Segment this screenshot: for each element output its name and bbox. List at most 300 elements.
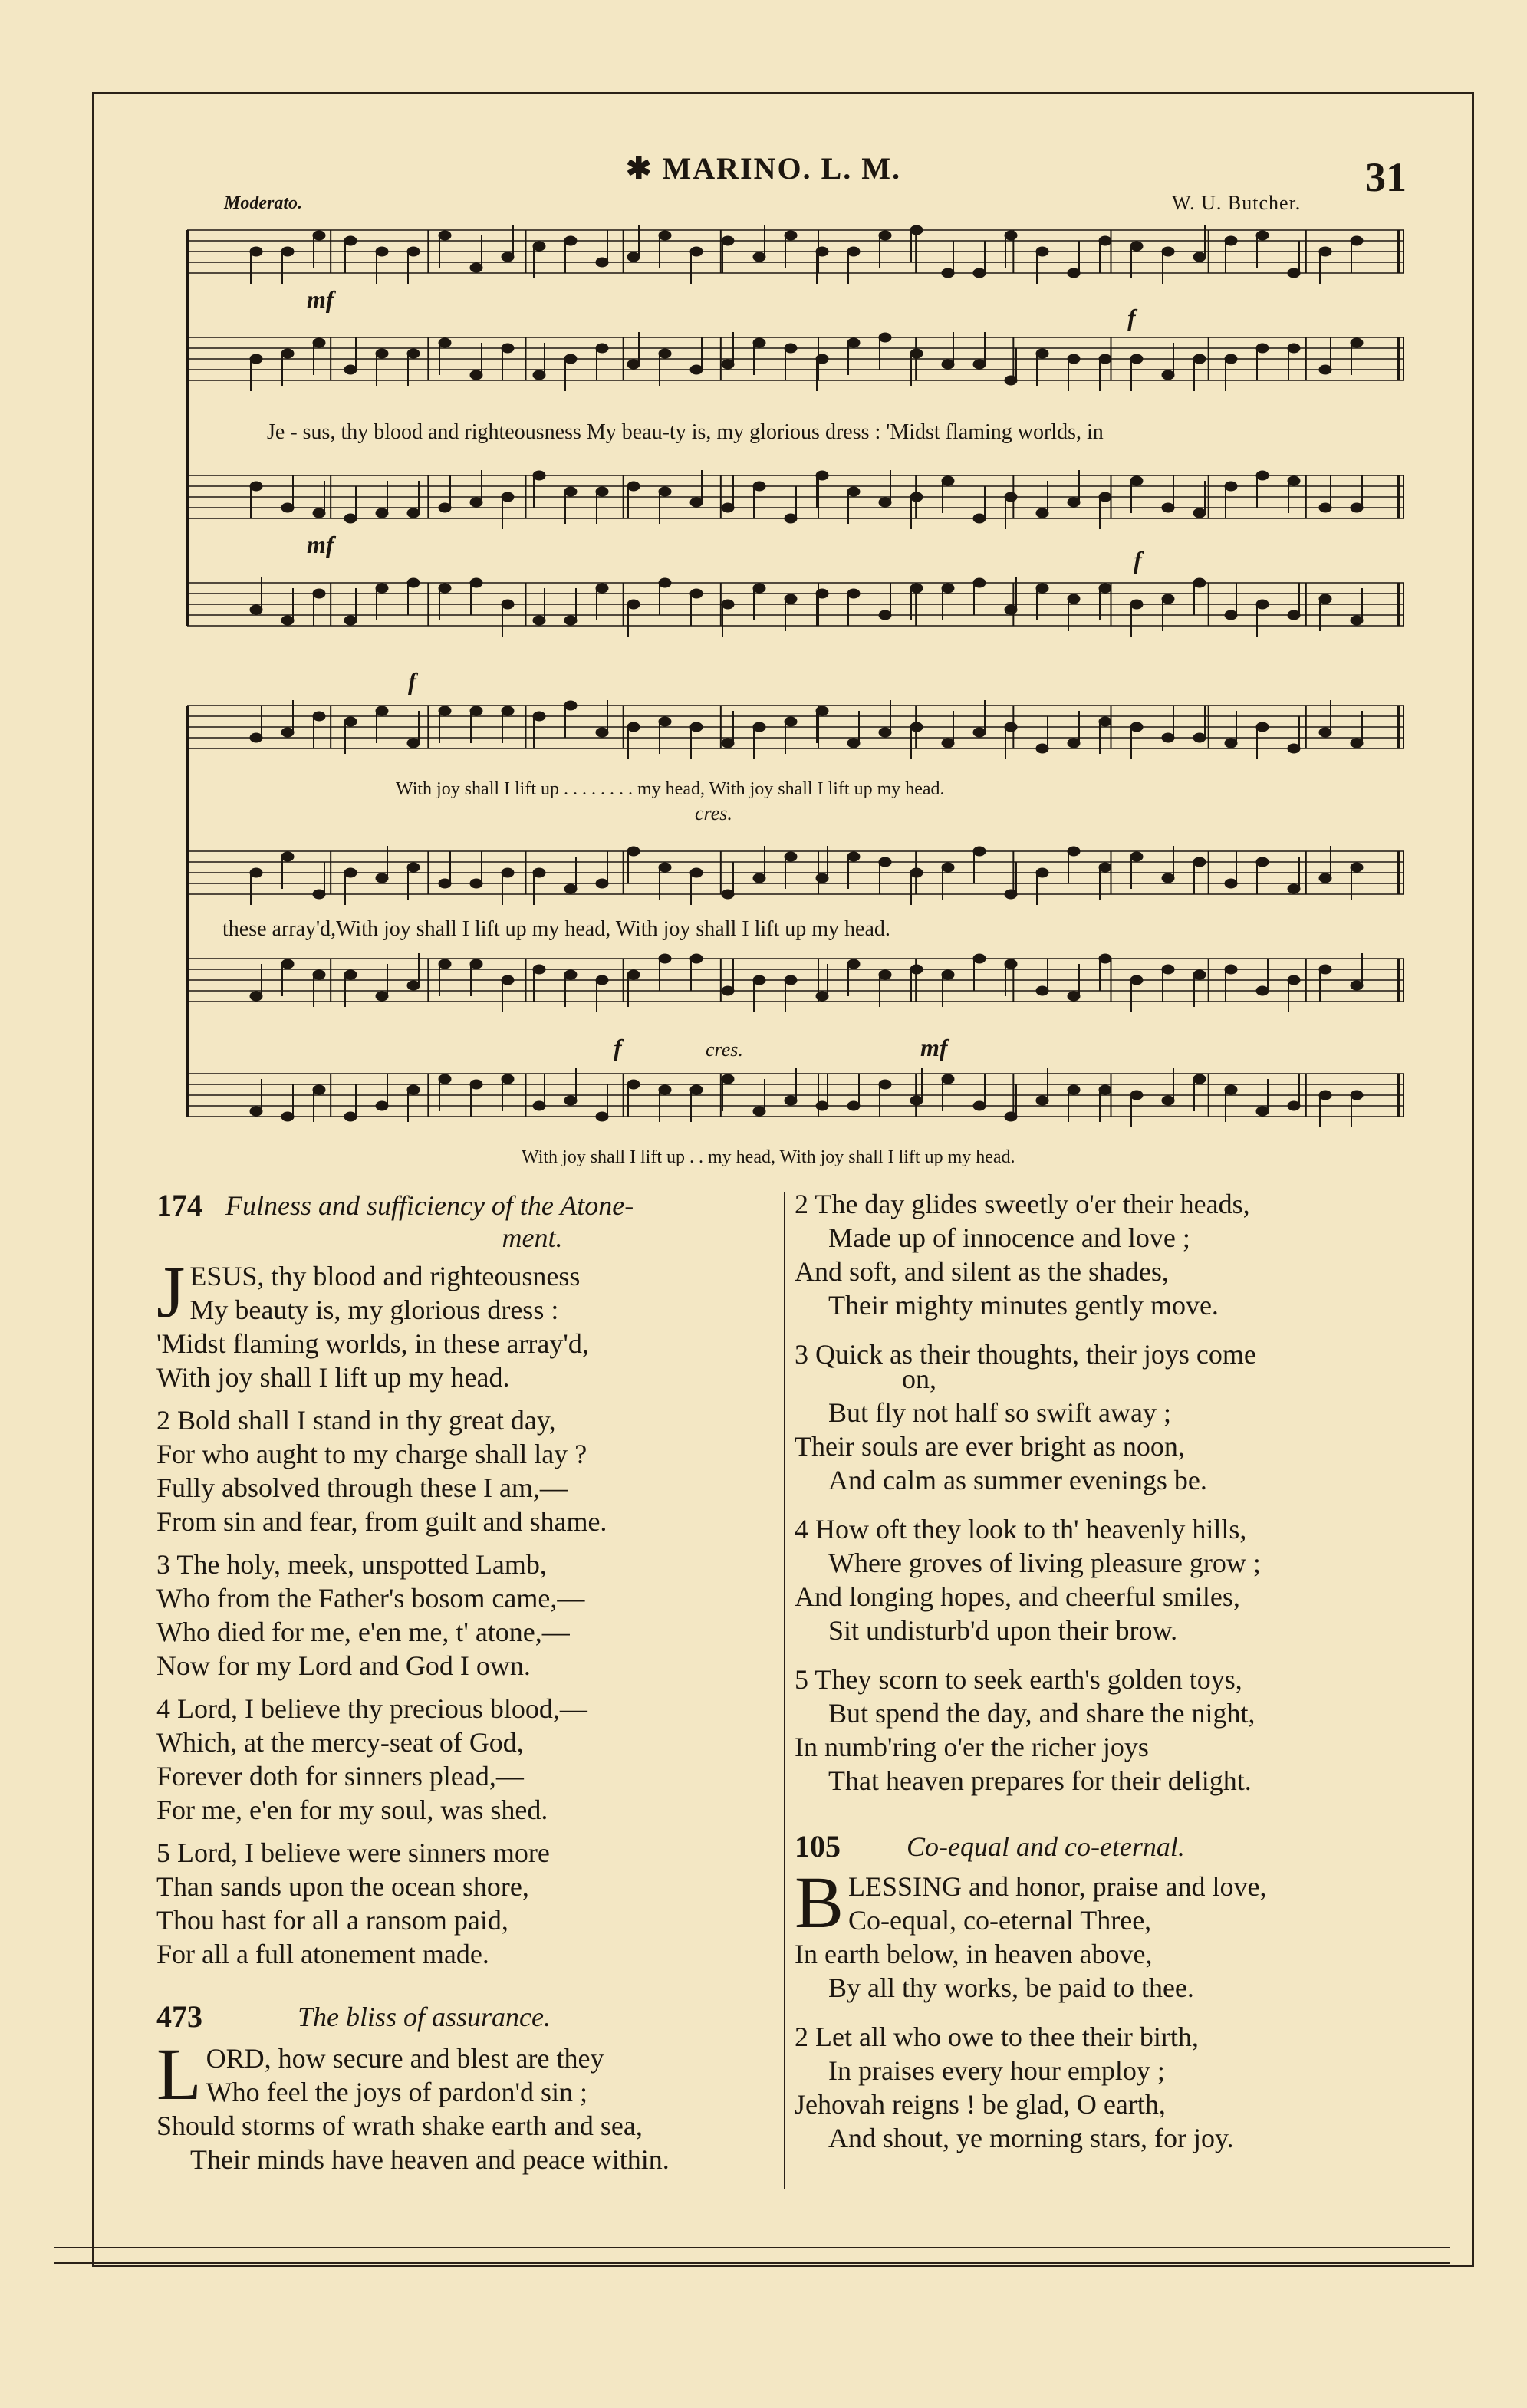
note-head (1036, 584, 1048, 593)
note-head (879, 231, 891, 240)
note-head (973, 514, 986, 523)
note-head (344, 236, 357, 245)
note-head (847, 338, 860, 347)
note-head (596, 879, 608, 888)
verse-line: 5 They scorn to seek earth's golden toys, (795, 1664, 1242, 1695)
verse-line: Who from the Father's bosom came,— (156, 1583, 585, 1614)
note-head (1225, 482, 1237, 491)
note-head (533, 616, 545, 625)
note-head (564, 616, 577, 625)
left-column (156, 1187, 770, 2176)
note-head (376, 508, 388, 518)
note-head (910, 349, 923, 358)
note-head (1193, 508, 1206, 518)
note-head (1130, 722, 1143, 732)
verse-line: In numb'ring o'er the richer joys (795, 1732, 1149, 1762)
note-head (344, 1112, 357, 1121)
note-head (659, 717, 671, 726)
note-head (785, 514, 797, 523)
note-head (816, 992, 828, 1001)
verse-line: Thou hast for all a ransom paid, (156, 1905, 508, 1936)
hymn-number: 105 (795, 1829, 841, 1864)
note-head (313, 508, 325, 518)
note-head (1099, 354, 1111, 364)
note-head (753, 975, 765, 985)
note-head (1130, 975, 1143, 985)
note-head (785, 975, 797, 985)
note-head (847, 247, 860, 256)
note-head (722, 986, 734, 995)
note-head (1193, 1074, 1206, 1084)
note-head (910, 584, 923, 593)
note-head (564, 1096, 577, 1105)
note-head (1005, 492, 1017, 502)
note-head (690, 498, 703, 507)
hymn-105-heading (795, 1828, 1400, 1868)
note-head (1288, 884, 1300, 893)
note-head (1005, 376, 1017, 385)
note-head (1225, 236, 1237, 245)
note-head (1319, 728, 1331, 737)
note-head (1036, 1096, 1048, 1105)
note-head (439, 1074, 451, 1084)
note-head (596, 344, 608, 353)
note-head (659, 487, 671, 496)
note-head (1193, 578, 1206, 587)
note-head (847, 852, 860, 861)
note-head (690, 365, 703, 374)
note-head (344, 365, 357, 374)
verse-line: 3 The holy, meek, unspotted Lamb, (156, 1549, 547, 1580)
verse-line: LESSING and honor, praise and love, (848, 1871, 1267, 1902)
note-head (1005, 890, 1017, 899)
note-head (407, 508, 420, 518)
verse-line: For me, e'en for my soul, was shed. (156, 1794, 548, 1825)
note-head (376, 349, 388, 358)
note-head (1099, 717, 1111, 726)
verse-line: In praises every hour employ ; (828, 2055, 1165, 2086)
note-head (564, 354, 577, 364)
note-head (722, 890, 734, 899)
dynamic-cres-2: cres. (706, 1038, 743, 1061)
note-head (1193, 252, 1206, 262)
hymn-105-verse-1 (795, 1861, 1400, 2005)
note-head (1068, 992, 1080, 1001)
note-head (1130, 354, 1143, 364)
note-head (470, 1080, 482, 1089)
note-head (1005, 231, 1017, 240)
note-head (1068, 354, 1080, 364)
note-head (879, 498, 891, 507)
note-head (847, 1101, 860, 1110)
note-head (470, 706, 482, 715)
note-head (564, 884, 577, 893)
note-head (407, 349, 420, 358)
note-head (1068, 1085, 1080, 1094)
dynamic-f-3: f (408, 667, 416, 695)
note-head (470, 578, 482, 587)
note-head (1319, 503, 1331, 512)
note-head (627, 600, 640, 609)
note-head (564, 487, 577, 496)
note-head (407, 981, 420, 990)
note-head (1162, 965, 1174, 974)
note-head (1319, 365, 1331, 374)
note-head (439, 879, 451, 888)
note-head (627, 360, 640, 369)
note-head (879, 333, 891, 342)
note-head (439, 959, 451, 969)
note-head (910, 868, 923, 877)
note-head (910, 722, 923, 732)
hymn-473-verse-1 (156, 2033, 770, 2176)
note-head (785, 1096, 797, 1105)
note-head (879, 1080, 891, 1089)
note-head (281, 959, 294, 969)
dynamic-mf-3: mf (920, 1034, 948, 1061)
note-head (313, 231, 325, 240)
tempo-marking: Moderato. (224, 193, 302, 213)
note-head (1351, 616, 1363, 625)
hymn-473-verse-3 (795, 1337, 1400, 1497)
note-head (313, 338, 325, 347)
note-head (1036, 744, 1048, 753)
note-head (596, 1112, 608, 1121)
note-head (1319, 965, 1331, 974)
note-head (1256, 1107, 1269, 1116)
note-head (816, 1101, 828, 1110)
note-head (690, 722, 703, 732)
note-head (910, 225, 923, 235)
note-head (973, 360, 986, 369)
hymn-174-verse-1 (156, 1251, 770, 1394)
note-head (1130, 476, 1143, 485)
hymn-473-verse-4 (795, 1512, 1400, 1647)
note-head (1005, 1112, 1017, 1121)
note-head (533, 370, 545, 380)
note-head (1319, 1091, 1331, 1100)
note-head (533, 242, 545, 251)
note-head (627, 1080, 640, 1089)
note-head (344, 717, 357, 726)
note-head (753, 1107, 765, 1116)
note-head (439, 231, 451, 240)
note-head (281, 852, 294, 861)
verse-line: Forever doth for sinners plead,— (156, 1761, 524, 1791)
note-head (785, 717, 797, 726)
note-head (502, 706, 514, 715)
note-head (533, 868, 545, 877)
note-head (879, 610, 891, 620)
verse-line: But fly not half so swift away ; (828, 1397, 1171, 1428)
verse-line: Sit undisturb'd upon their brow. (828, 1615, 1178, 1646)
note-head (250, 605, 262, 614)
note-head (1099, 954, 1111, 963)
verse-line: Their minds have heaven and peace within. (190, 2144, 670, 2175)
note-head (816, 706, 828, 715)
verse-line: on, (902, 1364, 936, 1394)
note-head (344, 970, 357, 979)
note-head (407, 578, 420, 587)
note-head (439, 706, 451, 715)
verse-line: Fully absolved through these I am,— (156, 1472, 568, 1503)
verse-line: ORD, how secure and blest are they (206, 2043, 604, 2074)
note-head (502, 600, 514, 609)
note-head (250, 1107, 262, 1116)
note-head (470, 879, 482, 888)
note-head (1225, 1085, 1237, 1094)
note-head (1288, 268, 1300, 278)
verse-line: 'Midst flaming worlds, in these array'd, (156, 1328, 589, 1359)
note-head (502, 868, 514, 877)
note-head (1256, 344, 1269, 353)
note-head (753, 482, 765, 491)
note-head (847, 487, 860, 496)
note-head (596, 584, 608, 593)
note-head (816, 471, 828, 480)
verse-line: And calm as summer evenings be. (828, 1465, 1207, 1495)
note-head (942, 970, 954, 979)
note-head (879, 970, 891, 979)
verse-line: With joy shall I lift up my head. (156, 1362, 510, 1393)
verse-line: My beauty is, my glorious dress : (189, 1294, 559, 1325)
note-head (659, 863, 671, 872)
note-head (627, 252, 640, 262)
hymn-473-verse-5 (795, 1663, 1400, 1798)
note-head (1256, 231, 1269, 240)
note-head (847, 959, 860, 969)
note-head (250, 868, 262, 877)
verse-line: That heaven prepares for their delight. (828, 1765, 1252, 1796)
note-head (376, 247, 388, 256)
note-head (1099, 236, 1111, 245)
note-head (627, 722, 640, 732)
note-head (502, 252, 514, 262)
right-column (795, 1187, 1400, 2155)
note-head (690, 1085, 703, 1094)
note-head (1225, 879, 1237, 888)
note-head (627, 482, 640, 491)
note-head (785, 231, 797, 240)
verse-line: In earth below, in heaven above, (795, 1939, 1153, 1969)
verse-line: Which, at the mercy-seat of God, (156, 1727, 524, 1758)
note-head (1036, 986, 1048, 995)
note-head (942, 1074, 954, 1084)
note-head (942, 863, 954, 872)
note-head (1099, 492, 1111, 502)
note-head (1288, 1101, 1300, 1110)
note-head (596, 258, 608, 267)
note-head (785, 852, 797, 861)
drop-cap: B (795, 1861, 844, 1943)
note-head (1225, 610, 1237, 620)
note-head (879, 728, 891, 737)
note-head (753, 584, 765, 593)
note-head (376, 706, 388, 715)
note-head (1351, 1091, 1363, 1100)
note-head (659, 349, 671, 358)
lyric-system1: Je - sus, thy blood and righteousness My beau-ty is, my glorious dress : 'Midst flaming worlds, in (267, 420, 1104, 444)
dynamic-f-1: f (1127, 304, 1136, 331)
note-head (376, 873, 388, 883)
note-head (1256, 722, 1269, 732)
note-head (1225, 354, 1237, 364)
hymn-174-heading (156, 1187, 770, 1227)
note-head (690, 868, 703, 877)
verse-line: From sin and fear, from guilt and shame. (156, 1506, 607, 1537)
hymn-number: 473 (156, 1999, 202, 2034)
hymn-title-cont: ment. (502, 1222, 563, 1253)
note-head (250, 354, 262, 364)
note-head (1288, 975, 1300, 985)
hymn-174-verse-4 (156, 1692, 770, 1827)
note-head (281, 503, 294, 512)
note-head (1036, 868, 1048, 877)
note-head (564, 701, 577, 710)
note-head (973, 728, 986, 737)
verse-line: By all thy works, be paid to thee. (828, 1972, 1194, 2003)
note-head (281, 616, 294, 625)
hymn-174-verse-2 (156, 1403, 770, 1538)
verse-line: Who died for me, e'en me, t' atone,— (156, 1617, 570, 1647)
note-head (1099, 863, 1111, 872)
note-head (1162, 873, 1174, 883)
note-head (250, 247, 262, 256)
note-head (1351, 863, 1363, 872)
verse-line: Where groves of living pleasure grow ; (828, 1548, 1261, 1578)
note-head (1162, 503, 1174, 512)
column-divider (784, 1192, 785, 2189)
note-head (1005, 605, 1017, 614)
verse-line: Co-equal, co-eternal Three, (848, 1905, 1152, 1936)
hymn-number: 174 (156, 1188, 202, 1222)
note-head (973, 847, 986, 856)
note-head (533, 1101, 545, 1110)
verse-line: And longing hopes, and cheerful smiles, (795, 1581, 1240, 1612)
verse-line: For all a full atonement made. (156, 1939, 489, 1969)
note-head (407, 739, 420, 748)
note-head (281, 247, 294, 256)
note-head (627, 970, 640, 979)
note-head (722, 600, 734, 609)
note-head (1036, 247, 1048, 256)
note-head (470, 370, 482, 380)
drop-cap: J (156, 1251, 186, 1333)
note-head (879, 857, 891, 867)
note-head (1130, 852, 1143, 861)
note-head (659, 231, 671, 240)
verse-line: 4 How oft they look to th' heavenly hills, (795, 1514, 1247, 1544)
bottom-rule (54, 2247, 1450, 2248)
note-head (502, 1074, 514, 1084)
note-head (564, 970, 577, 979)
verse-line: 4 Lord, I believe thy precious blood,— (156, 1693, 587, 1724)
verse-line: ESUS, thy blood and righteousness (189, 1261, 581, 1291)
dynamic-f-4: f (614, 1034, 622, 1061)
note-head (1162, 594, 1174, 604)
verse-line: Than sands upon the ocean shore, (156, 1871, 529, 1902)
note-head (313, 589, 325, 598)
note-head (407, 863, 420, 872)
note-head (816, 354, 828, 364)
note-head (344, 868, 357, 877)
note-head (470, 959, 482, 969)
note-head (533, 471, 545, 480)
verse-line: Who feel the joys of pardon'd sin ; (206, 2077, 588, 2107)
lyric-system2-mid: these array'd,With joy shall I lift up my head, With joy shall I lift up my head. (222, 917, 890, 941)
hymn-title: The bliss of assurance. (298, 2002, 551, 2032)
note-head (1005, 959, 1017, 969)
bottom-rule-2 (54, 2262, 1450, 2264)
note-head (973, 1101, 986, 1110)
note-head (502, 975, 514, 985)
note-head (1256, 600, 1269, 609)
note-head (1351, 236, 1363, 245)
note-head (659, 578, 671, 587)
note-head (1099, 1085, 1111, 1094)
verse-line: Jehovah reigns ! be glad, O earth, (795, 2089, 1166, 2120)
note-head (753, 252, 765, 262)
note-head (313, 890, 325, 899)
note-head (596, 728, 608, 737)
hymn-174-verse-3 (156, 1548, 770, 1683)
note-head (690, 247, 703, 256)
note-head (847, 589, 860, 598)
note-head (596, 487, 608, 496)
note-head (973, 954, 986, 963)
note-head (313, 970, 325, 979)
note-head (439, 503, 451, 512)
note-head (344, 616, 357, 625)
hymn-473-verse-2 (795, 1187, 1400, 1322)
note-head (659, 1085, 671, 1094)
note-head (1068, 268, 1080, 278)
note-head (1319, 594, 1331, 604)
note-head (281, 349, 294, 358)
note-head (1288, 344, 1300, 353)
note-head (973, 268, 986, 278)
note-head (281, 728, 294, 737)
verse-line: And soft, and silent as the shades, (795, 1256, 1169, 1287)
note-head (816, 589, 828, 598)
note-head (1005, 722, 1017, 732)
note-head (376, 1101, 388, 1110)
note-head (722, 360, 734, 369)
note-head (533, 712, 545, 721)
lyric-system2-bottom: With joy shall I lift up . . my head, With joy shall I lift up my head. (522, 1147, 1015, 1167)
note-head (785, 344, 797, 353)
note-head (942, 360, 954, 369)
note-head (344, 514, 357, 523)
note-head (1351, 981, 1363, 990)
note-head (1351, 739, 1363, 748)
note-head (502, 344, 514, 353)
note-head (753, 873, 765, 883)
verse-line: 2 Let all who owe to thee their birth, (795, 2021, 1199, 2052)
note-head (313, 1085, 325, 1094)
note-head (1193, 970, 1206, 979)
note-head (1288, 610, 1300, 620)
note-head (847, 739, 860, 748)
note-head (1256, 857, 1269, 867)
music-score (0, 0, 1527, 1181)
note-head (910, 1096, 923, 1105)
hymn-174-verse-5 (156, 1836, 770, 1971)
hymn-title: Fulness and sufficiency of the Atone- (225, 1190, 634, 1221)
note-head (942, 476, 954, 485)
verse-line: For who aught to my charge shall lay ? (156, 1439, 587, 1469)
note-head (973, 578, 986, 587)
